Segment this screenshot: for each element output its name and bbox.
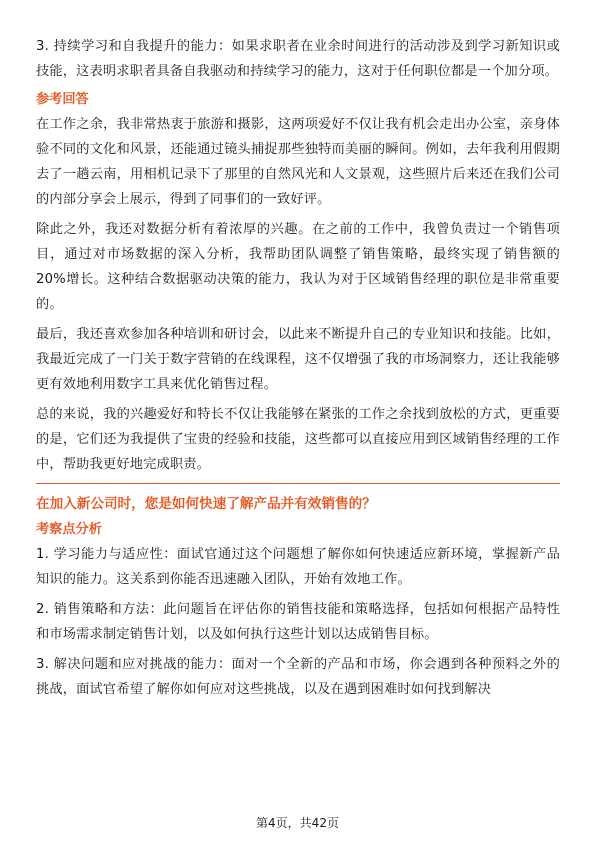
page-number: 第4页，共42页 <box>256 816 339 830</box>
section-divider <box>36 483 560 484</box>
page-content <box>36 34 560 707</box>
question-title: 在加入新公司时，您是如何快速了解产品并有效销售的？ <box>36 496 376 512</box>
analysis-item-1: 1. 学习能力与适应性：面试官通过这个问题想了解你如何快速适应新环境，掌握新产品知识的能力。这关系到你能否迅速融入团队，开始有效地工作。 <box>36 547 560 587</box>
analysis-heading: 考察点分析 <box>36 522 102 537</box>
answer-paragraph-4: 总的来说，我的兴趣爱好和特长不仅让我能够在紧张的工作之余找到放松的方式，更重要的是，它们还为我提供了宝贵的经验和技能，这些都可以直接应用到区域销售经理的工作中，帮助我更好地完成职责。 <box>36 407 560 472</box>
analysis-item-3: 3. 解决问题和应对挑战的能力：面对一个全新的产品和市场，你会遇到各种预料之外的挑战，面试官希望了解你如何应对这些挑战，以及在遇到困难时如何找到解决 <box>36 657 560 697</box>
criteria-item-3: 3. 持续学习和自我提升的能力：如果求职者在业余时间进行的活动涉及到学习新知识或技能，这表明求职者具备自我驱动和持续学习的能力，这对于任何职位都是一个加分项。 <box>36 39 560 79</box>
answer-paragraph-3: 最后，我还喜欢参加各种培训和研讨会，以此来不断提升自己的专业知识和技能。比如，我最近完成了一门关于数字营销的在线课程，这不仅增强了我的市场洞察力，还让我能够更有效地利用数字工具来优化销售过程。 <box>36 327 560 392</box>
reference-answer-heading: 参考回答 <box>36 92 89 107</box>
answer-paragraph-1: 在工作之余，我非常热衷于旅游和摄影，这两项爱好不仅让我有机会走出办公室，亲身体验不同的文化和风景，还能通过镜头捕捉那些独特而美丽的瞬间。例如，去年我利用假期去了一趟云南，用相机记录下了那里的自然风光和人文景观，这些照片后来还在我们公司的内部分享会上展示，得到了同事们的一致好评。 <box>36 117 560 207</box>
analysis-item-2: 2. 销售策略和方法：此问题旨在评估你的销售技能和策略选择，包括如何根据产品特性和市场需求制定销售计划，以及如何执行这些计划以达成销售目标。 <box>36 602 560 642</box>
answer-paragraph-2: 除此之外，我还对数据分析有着浓厚的兴趣。在之前的工作中，我曾负责过一个销售项目，通过对市场数据的深入分析，我帮助团队调整了销售策略，最终实现了销售额的20%增长。这种结合数据驱动决策的能力，我认为对于区域销售经理的职位是非常重要的。 <box>36 222 560 312</box>
